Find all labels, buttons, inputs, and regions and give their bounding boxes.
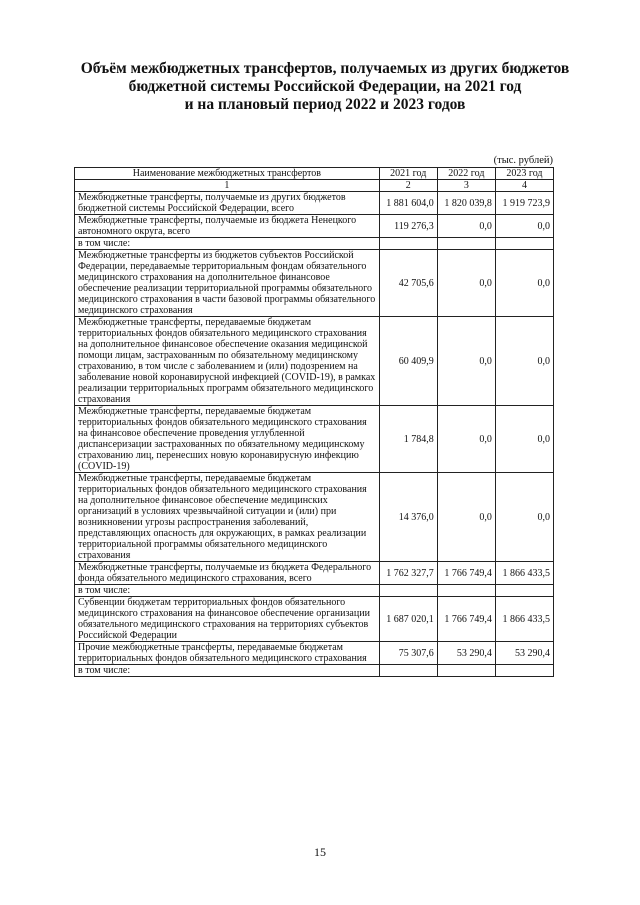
value-2023-cell: 0,0 — [495, 406, 553, 473]
title-line: Объём межбюджетных трансфертов, получаемых из других бюджетов — [80, 60, 570, 77]
value-2022-cell: 0,0 — [437, 406, 495, 473]
value-2023-cell: 53 290,4 — [495, 642, 553, 665]
table-row — [75, 238, 554, 250]
column-number: 3 — [437, 180, 495, 192]
value-2021-cell: 60 409,9 — [379, 317, 437, 406]
transfer-name-cell: Межбюджетные трансферты, передаваемые бюджетам территориальных фондов обязательного медицинского страхования на дополнительное финансовое обеспечение медицинских организаций в условиях чрезвычайной ситуации и (или) при возникновении угрозы распространения заболеваний, представляющих опасность для окружающих, в рамках реализации территориальной программы обязательного медицинского страхования — [75, 473, 380, 562]
table-row — [75, 215, 554, 238]
column-header-name: Наименование межбюджетных трансфертов — [75, 168, 380, 180]
value-2022-cell — [437, 665, 495, 677]
value-2022-cell: 0,0 — [437, 473, 495, 562]
value-2023-cell: 1 866 433,5 — [495, 562, 553, 585]
transfers-table — [74, 167, 554, 677]
column-number: 4 — [495, 180, 553, 192]
table-row — [75, 406, 554, 473]
table-row — [75, 192, 554, 215]
value-2021-cell — [379, 585, 437, 597]
value-2021-cell: 1 784,8 — [379, 406, 437, 473]
value-2022-cell — [437, 585, 495, 597]
value-2021-cell — [379, 238, 437, 250]
transfer-name-cell: Межбюджетные трансферты из бюджетов субъектов Российской Федерации, передаваемые территориальным фондам обязательного медицинского страхования на дополнительное финансовое обеспечение реализации территориальной программы обязательного медицинского страхования в части базовой программы обязательного медицинского страхования — [75, 250, 380, 317]
transfer-name-cell: Межбюджетные трансферты, передаваемые бюджетам территориальных фондов обязательного медицинского страхования на финансовое обеспечение проведения углубленной диспансеризации застрахованных по обязательному медицинскому страхованию лиц, перенесших новую коронавирусную инфекцию (COVID-19) — [75, 406, 380, 473]
table-header-row — [75, 168, 554, 180]
value-2022-cell: 1 820 039,8 — [437, 192, 495, 215]
value-2022-cell: 1 766 749,4 — [437, 597, 495, 642]
table-row — [75, 597, 554, 642]
transfer-name-cell: Межбюджетные трансферты, получаемые из бюджета Ненецкого автономного округа, всего — [75, 215, 380, 238]
transfer-name-cell: Межбюджетные трансферты, получаемые из бюджета Федерального фонда обязательного медицинского страхования, всего — [75, 562, 380, 585]
value-2023-cell: 1 919 723,9 — [495, 192, 553, 215]
value-2021-cell: 119 276,3 — [379, 215, 437, 238]
unit-note: (тыс. рублей) — [493, 155, 553, 166]
title-line: и на плановый период 2022 и 2023 годов — [184, 96, 466, 113]
value-2023-cell — [495, 585, 553, 597]
table-row — [75, 473, 554, 562]
value-2023-cell: 0,0 — [495, 215, 553, 238]
transfer-name-cell: Субвенции бюджетам территориальных фондов обязательного медицинского страхования на финансовое обеспечение организации обязательного медицинского страхования на территориях субъектов Российской Федерации — [75, 597, 380, 642]
table-row — [75, 250, 554, 317]
value-2022-cell — [437, 238, 495, 250]
table-row — [75, 562, 554, 585]
value-2022-cell: 0,0 — [437, 250, 495, 317]
column-header-2023: 2023 год — [495, 168, 553, 180]
value-2022-cell: 53 290,4 — [437, 642, 495, 665]
table-row — [75, 317, 554, 406]
value-2021-cell: 1 762 327,7 — [379, 562, 437, 585]
value-2023-cell — [495, 665, 553, 677]
column-number: 1 — [75, 180, 380, 192]
title-line: бюджетной системы Российской Федерации, на 2021 год — [128, 78, 522, 95]
column-header-2022: 2022 год — [437, 168, 495, 180]
value-2023-cell: 0,0 — [495, 317, 553, 406]
column-number: 2 — [379, 180, 437, 192]
transfer-name-cell: Межбюджетные трансферты, передаваемые бюджетам территориальных фондов обязательного медицинского страхования на дополнительное финансовое обеспечение оказания медицинской помощи лицам, застрахованным по обязательному медицинскому страхованию, в том числе с заболеванием и (или) подозрением на заболевание новой коронавирусной инфекцией (COVID-19), в рамках реализации территориальных программ обязательного медицинского страхования — [75, 317, 380, 406]
transfer-name-cell: в том числе: — [75, 238, 380, 250]
value-2021-cell: 1 881 604,0 — [379, 192, 437, 215]
column-header-2021: 2021 год — [379, 168, 437, 180]
value-2021-cell: 42 705,6 — [379, 250, 437, 317]
document-title — [60, 60, 590, 114]
page-number: 15 — [314, 845, 326, 859]
value-2021-cell — [379, 665, 437, 677]
table-row — [75, 665, 554, 677]
value-2023-cell: 0,0 — [495, 473, 553, 562]
value-2022-cell: 1 766 749,4 — [437, 562, 495, 585]
transfer-name-cell: в том числе: — [75, 585, 380, 597]
table-row — [75, 585, 554, 597]
transfer-name-cell: Прочие межбюджетные трансферты, передаваемые бюджетам территориальных фондов обязательного медицинского страхования — [75, 642, 380, 665]
transfer-name-cell: в том числе: — [75, 665, 380, 677]
transfer-name-cell: Межбюджетные трансферты, получаемые из других бюджетов бюджетной системы Российской Федерации, всего — [75, 192, 380, 215]
value-2021-cell: 75 307,6 — [379, 642, 437, 665]
column-number-row — [75, 180, 554, 192]
value-2023-cell: 0,0 — [495, 250, 553, 317]
value-2022-cell: 0,0 — [437, 317, 495, 406]
table-row — [75, 642, 554, 665]
value-2021-cell: 1 687 020,1 — [379, 597, 437, 642]
value-2023-cell: 1 866 433,5 — [495, 597, 553, 642]
table-body — [75, 192, 554, 677]
value-2021-cell: 14 376,0 — [379, 473, 437, 562]
value-2023-cell — [495, 238, 553, 250]
value-2022-cell: 0,0 — [437, 215, 495, 238]
